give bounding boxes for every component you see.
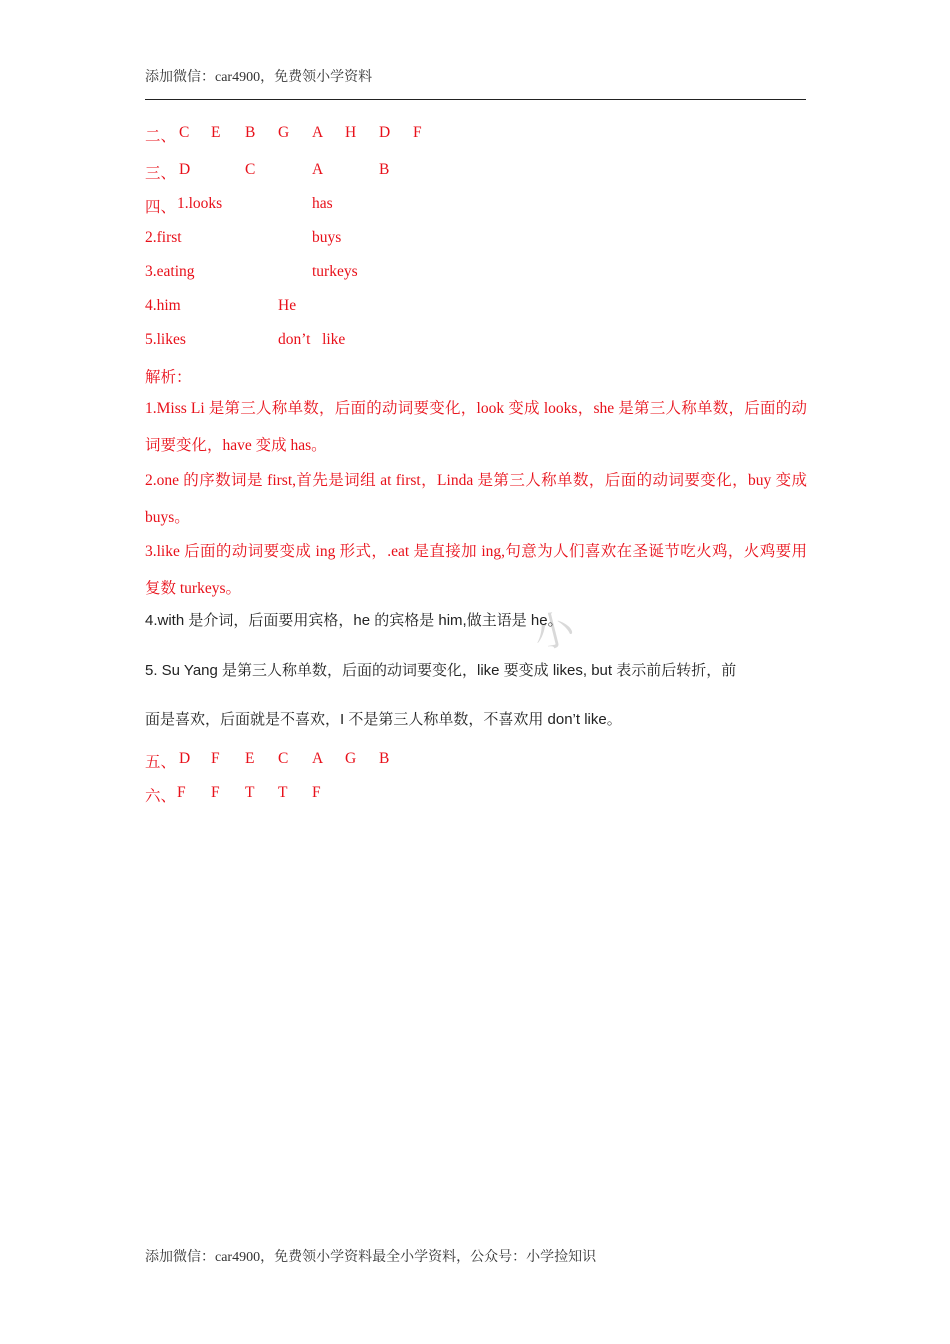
answer: C <box>179 124 190 141</box>
answer: T <box>245 784 255 801</box>
watermark: 小 <box>528 604 579 660</box>
answer: C <box>245 161 256 178</box>
answer-second: don’t like <box>278 331 346 348</box>
section-2-label: 二、 <box>145 128 177 145</box>
header-divider <box>145 99 806 100</box>
answer: C <box>278 750 289 767</box>
answer: D <box>379 124 391 141</box>
answer: G <box>345 750 357 767</box>
answer-first: 1.looks <box>177 195 223 212</box>
section-3-label: 三、 <box>145 165 177 182</box>
answer: B <box>379 750 390 767</box>
answer-first: 2.first <box>145 229 182 246</box>
answer: F <box>312 784 321 801</box>
section-5-label: 五、 <box>145 754 177 771</box>
answer: D <box>179 161 191 178</box>
answer-second: has <box>312 195 333 212</box>
answer-first: 3.eating <box>145 263 195 280</box>
answer: A <box>312 124 324 141</box>
answer: B <box>379 161 390 178</box>
analysis-item-3: 3.like 后面的动词要变成 ing 形式，.eat 是直接加 ing,句意为人们喜欢在圣诞节吃火鸡，火鸡要用复数 turkeys。 <box>145 543 807 597</box>
answer: A <box>312 750 324 767</box>
analysis-item-2: 2.one 的序数词是 first,首先是词组 at first，Linda 是第三人称单数，后面的动词要变化，buy 变成 buys。 <box>145 472 807 526</box>
answer: F <box>211 784 220 801</box>
answer: T <box>278 784 288 801</box>
answer: F <box>413 124 422 141</box>
analysis-item-5-line-1: 5. Su Yang 是第三人称单数，后面的动词要变化，like 要变成 likes, but 表示前后转折，前 <box>145 662 737 679</box>
page-footer: 添加微信：car4900，免费领小学资料最全小学资料，公众号：小学捡知识 <box>145 1250 597 1265</box>
analysis-title: 解析： <box>145 369 192 386</box>
answer: F <box>177 784 186 801</box>
answer: A <box>312 161 324 178</box>
answer-second: turkeys <box>312 263 358 280</box>
analysis-item-1: 1.Miss Li 是第三人称单数，后面的动词要变化，look 变成 looks，she 是第三人称单数，后面的动词要变化，have 变成 has。 <box>145 400 807 454</box>
section-6-label: 六、 <box>145 788 177 805</box>
answer: B <box>245 124 256 141</box>
answer: E <box>211 124 221 141</box>
answer: E <box>245 750 255 767</box>
answer: D <box>179 750 191 767</box>
answer: F <box>211 750 220 767</box>
analysis-item-4: 4.with 是介词，后面要用宾格，he 的宾格是 him,做主语是 he。 <box>145 612 563 629</box>
analysis-item-5-line-2: 面是喜欢，后面就是不喜欢，I 不是第三人称单数，不喜欢用 don’t like。 <box>145 711 622 728</box>
answer-second: He <box>278 297 297 314</box>
answer: G <box>278 124 290 141</box>
answer: H <box>345 124 357 141</box>
answer-second: buys <box>312 229 342 246</box>
answer-first: 4.him <box>145 297 181 314</box>
answer-first: 5.likes <box>145 331 186 348</box>
page-header: 添加微信：car4900，免费领小学资料 <box>145 70 373 85</box>
section-4-label: 四、 <box>145 199 177 216</box>
